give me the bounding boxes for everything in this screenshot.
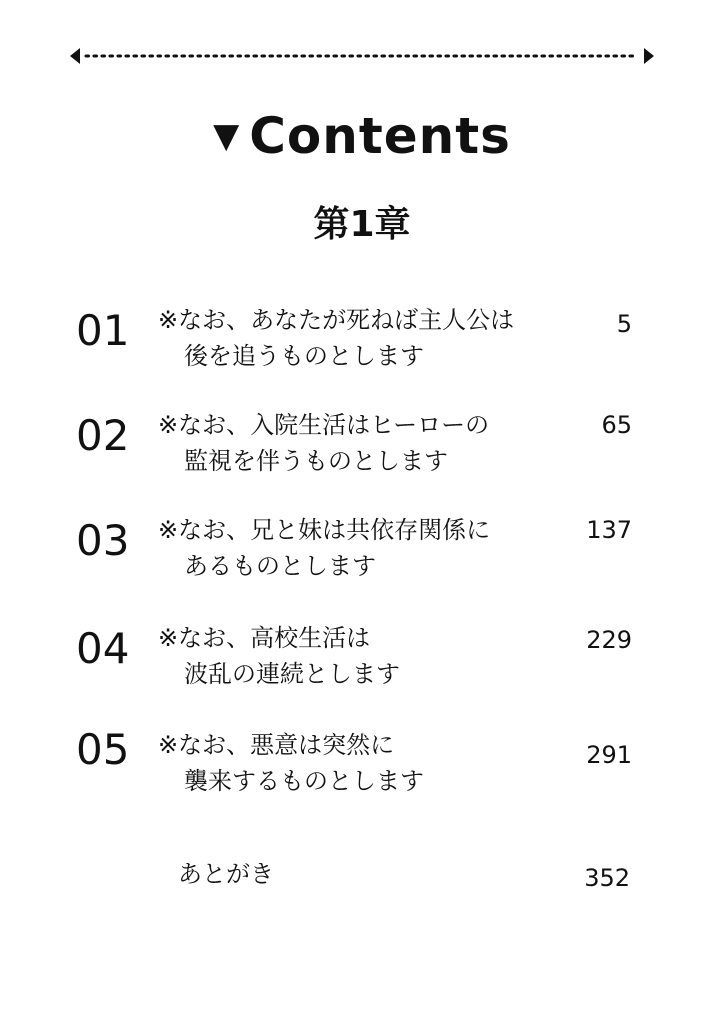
chapter-heading: 第1章 bbox=[313, 204, 411, 245]
triangle-down-icon: ▼ bbox=[213, 116, 240, 156]
entry-title bbox=[158, 407, 489, 479]
entry-title-line1: ※なお、あなたが死ねば主人公は bbox=[158, 306, 515, 334]
left-arrowhead-icon bbox=[70, 48, 80, 64]
entry-title-line1: ※なお、兄と妹は共依存関係に bbox=[158, 516, 491, 544]
entry-number: 01 bbox=[76, 306, 130, 355]
entry-title-line2: 襲来するものとします bbox=[184, 767, 424, 795]
afterword-page-number: 352 bbox=[584, 864, 630, 892]
entry-page-number: 291 bbox=[586, 741, 632, 769]
entry-title-line2: 後を追うものとします bbox=[184, 342, 424, 370]
entry-page-number: 137 bbox=[586, 516, 632, 544]
contents-heading bbox=[0, 104, 724, 168]
entry-number: 03 bbox=[76, 516, 130, 565]
entry-title bbox=[158, 620, 400, 692]
right-arrowhead-icon bbox=[644, 48, 654, 64]
entry-title-line2: あるものとします bbox=[184, 552, 376, 580]
afterword-label[interactable]: あとがき bbox=[178, 860, 274, 888]
entry-title-line2: 監視を伴うものとします bbox=[184, 447, 448, 475]
entry-page-number: 5 bbox=[616, 310, 632, 338]
dotted-divider bbox=[70, 44, 654, 68]
entry-page-number: 65 bbox=[601, 411, 632, 439]
entry-title bbox=[158, 302, 514, 374]
entry-title-line1: ※なお、高校生活は bbox=[158, 624, 371, 652]
entry-page-number: 229 bbox=[586, 626, 632, 654]
entry-title bbox=[158, 727, 424, 799]
entry-number: 05 bbox=[76, 725, 130, 774]
page-title: Contents bbox=[249, 107, 511, 165]
entry-title-line1: ※なお、入院生活はヒーローの bbox=[158, 411, 490, 439]
entry-title bbox=[158, 512, 490, 584]
entry-title-line1: ※なお、悪意は突然に bbox=[158, 731, 395, 759]
entry-number: 04 bbox=[76, 624, 130, 673]
entry-number: 02 bbox=[76, 411, 130, 460]
entry-title-line2: 波乱の連続とします bbox=[184, 660, 400, 688]
